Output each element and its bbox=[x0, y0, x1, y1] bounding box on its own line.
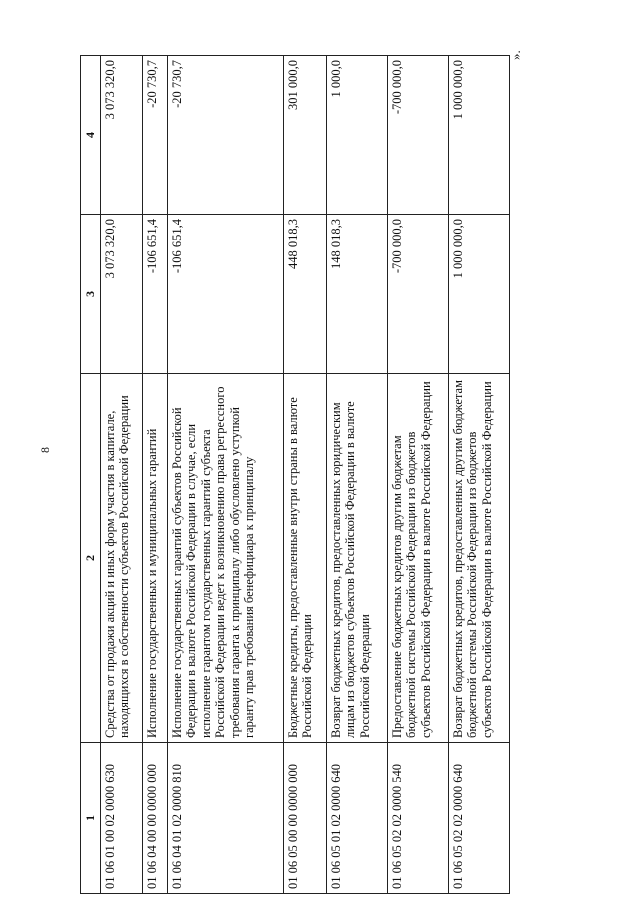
budget-code-cell: 01 06 01 00 02 0000 630 bbox=[100, 743, 143, 894]
value-col3-cell: 448 018,3 bbox=[283, 215, 326, 374]
description-cell: Исполнение государственных и муниципальных гарантий bbox=[143, 374, 168, 743]
description-cell: Средства от продажи акций и иных форм участия в капитале, находящихся в собственности субъектов Российской Федерации bbox=[100, 374, 143, 743]
closing-quote-mark: ». bbox=[508, 50, 523, 60]
table-row bbox=[326, 56, 387, 894]
column-header-1: 1 bbox=[81, 743, 101, 894]
value-col3-cell: 148 018,3 bbox=[326, 215, 387, 374]
table-row bbox=[167, 56, 283, 894]
table-header-row bbox=[81, 56, 101, 894]
value-col4-cell: 3 073 320,0 bbox=[100, 56, 143, 215]
description-cell: Возврат бюджетных кредитов, предоставленных другим бюджетам бюджетной системы Российской Федерации из бюджетов субъектов Российской Федерации в валюте Российской Федерации bbox=[448, 374, 509, 743]
value-col3-cell: 3 073 320,0 bbox=[100, 215, 143, 374]
column-header-3: 3 bbox=[81, 215, 101, 374]
page-number: 8 bbox=[38, 447, 52, 453]
description-cell: Возврат бюджетных кредитов, предоставленных юридическим лицам из бюджетов субъектов Российской Федерации в валюте Российской Федерации bbox=[326, 374, 387, 743]
description-cell: Бюджетные кредиты, предоставленные внутри страны в валюте Российской Федерации bbox=[283, 374, 326, 743]
budget-code-cell: 01 06 04 00 00 0000 000 bbox=[143, 743, 168, 894]
value-col4-cell: 1 000,0 bbox=[326, 56, 387, 215]
value-col3-cell: -106 651,4 bbox=[143, 215, 168, 374]
budget-code-cell: 01 06 05 00 00 0000 000 bbox=[283, 743, 326, 894]
column-header-2: 2 bbox=[81, 374, 101, 743]
budget-code-cell: 01 06 04 01 02 0000 810 bbox=[167, 743, 283, 894]
value-col4-cell: -20 730,7 bbox=[143, 56, 168, 215]
table-row bbox=[448, 56, 509, 894]
budget-code-cell: 01 06 05 02 02 0000 640 bbox=[448, 743, 509, 894]
table-row bbox=[100, 56, 143, 894]
table-row bbox=[387, 56, 448, 894]
table-row bbox=[143, 56, 168, 894]
value-col4-cell: -20 730,7 bbox=[167, 56, 283, 215]
value-col3-cell: -106 651,4 bbox=[167, 215, 283, 374]
budget-code-cell: 01 06 05 01 02 0000 640 bbox=[326, 743, 387, 894]
value-col4-cell: -700 000,0 bbox=[387, 56, 448, 215]
value-col4-cell: 1 000 000,0 bbox=[448, 56, 509, 215]
description-cell: Исполнение государственных гарантий субъектов Российской Федерации в валюте Российской Федерации в случае, если исполнение гарантом государственных гарантий субъекта Российской Федерации ведет к возникновению права регрессного требования гаранта к принципалу либо обусловлено уступкой гаранту прав требования бенефициара к принципалу bbox=[167, 374, 283, 743]
value-col3-cell: 1 000 000,0 bbox=[448, 215, 509, 374]
description-cell: Предоставление бюджетных кредитов другим бюджетам бюджетной системы Российской Федерации из бюджетов субъектов Российской Федерации в валюте Российской Федерации bbox=[387, 374, 448, 743]
value-col4-cell: 301 000,0 bbox=[283, 56, 326, 215]
value-col3-cell: -700 000,0 bbox=[387, 215, 448, 374]
budget-sources-table bbox=[80, 55, 510, 894]
table-row bbox=[283, 56, 326, 894]
budget-code-cell: 01 06 05 02 02 0000 540 bbox=[387, 743, 448, 894]
column-header-4: 4 bbox=[81, 56, 101, 215]
rotated-table-container bbox=[80, 56, 510, 894]
